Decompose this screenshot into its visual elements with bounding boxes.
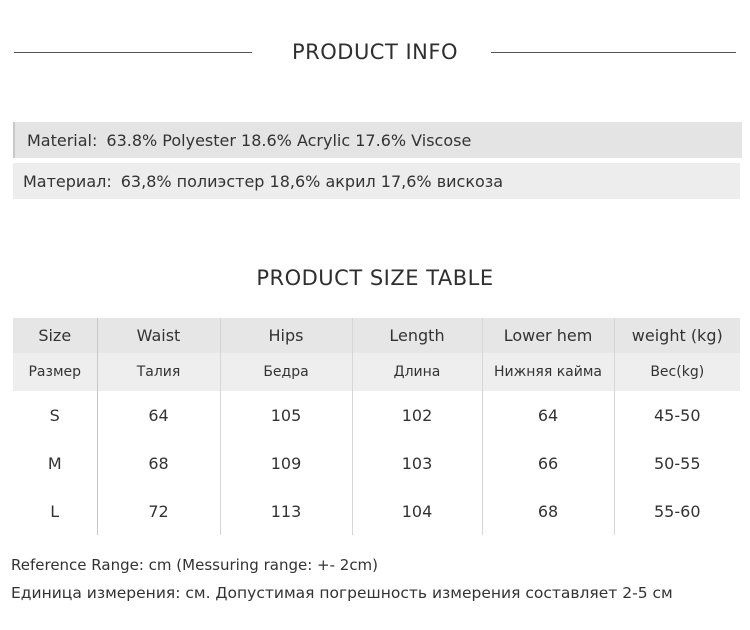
cell-hips: 105 (220, 391, 352, 439)
cell-length: 104 (352, 487, 482, 535)
cell-weight: 50-55 (614, 439, 740, 487)
header-waist: Waist (97, 318, 220, 353)
table-row (13, 391, 740, 439)
divider-line-left (14, 52, 252, 53)
size-table (13, 318, 740, 535)
material-row-en (13, 122, 742, 158)
size-table-heading: PRODUCT SIZE TABLE (256, 266, 494, 290)
header-waist-ru: Талия (97, 353, 220, 391)
cell-lower-hem: 66 (482, 439, 614, 487)
header-length-ru: Длина (352, 353, 482, 391)
reference-range-note: Reference Range: cm (Messuring range: +- 2cm) (11, 556, 379, 574)
header-weight: weight (kg) (614, 318, 740, 353)
table-row (13, 439, 740, 487)
cell-size: S (13, 391, 97, 439)
product-info-heading: PRODUCT INFO (291, 40, 458, 64)
size-table-heading-row (0, 262, 750, 294)
table-header-row-ru (13, 353, 740, 391)
material-value-en: 63.8% Polyester 18.6% Acrylic 17.6% Viscose (106, 130, 472, 150)
cell-waist: 68 (97, 439, 220, 487)
material-label-ru: Материал: (23, 171, 112, 191)
cell-hips: 113 (220, 487, 352, 535)
table-header-row-en (13, 318, 740, 353)
reference-range-note-ru: Единица измерения: см. Допустимая погрешность измерения составляет 2-5 см (11, 584, 673, 602)
cell-lower-hem: 64 (482, 391, 614, 439)
cell-size: M (13, 439, 97, 487)
header-weight-ru: Вес(kg) (614, 353, 740, 391)
header-lower-hem: Lower hem (482, 318, 614, 353)
header-size: Size (13, 318, 97, 353)
cell-weight: 55-60 (614, 487, 740, 535)
divider-line-right (491, 52, 736, 53)
material-row-ru (13, 163, 740, 199)
material-label-en: Material: (27, 130, 98, 150)
product-info-heading-row (0, 36, 750, 68)
header-hips: Hips (220, 318, 352, 353)
cell-waist: 64 (97, 391, 220, 439)
cell-size: L (13, 487, 97, 535)
header-size-ru: Размер (13, 353, 97, 391)
cell-weight: 45-50 (614, 391, 740, 439)
material-value-ru: 63,8% полиэстер 18,6% акрил 17,6% вискоза (120, 171, 504, 191)
header-length: Length (352, 318, 482, 353)
header-lower-hem-ru: Нижняя кайма (482, 353, 614, 391)
header-hips-ru: Бедра (220, 353, 352, 391)
cell-length: 102 (352, 391, 482, 439)
table-row (13, 487, 740, 535)
cell-lower-hem: 68 (482, 487, 614, 535)
cell-hips: 109 (220, 439, 352, 487)
cell-length: 103 (352, 439, 482, 487)
cell-waist: 72 (97, 487, 220, 535)
